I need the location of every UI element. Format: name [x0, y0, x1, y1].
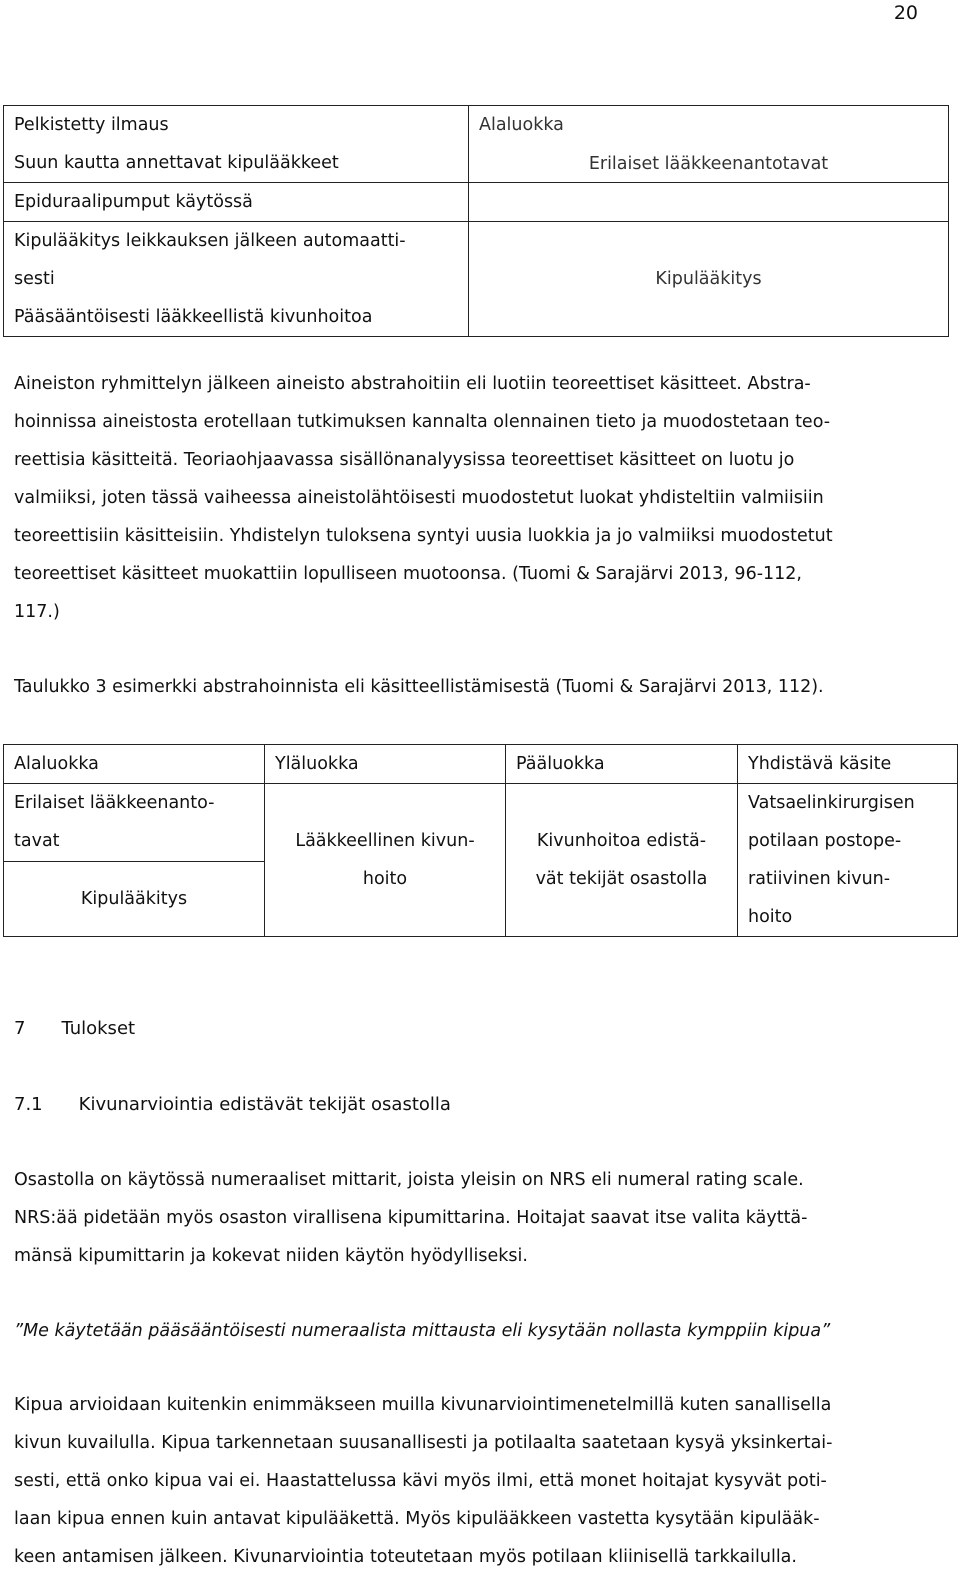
column-header-paaluokka: Pääluokka: [506, 745, 738, 784]
text-line: reettisia käsitteitä. Teoriaohjaavassa sisällönanalyysissa teoreettiset käsitteet on luotu jo: [14, 450, 795, 470]
cell-line: Kipulääkitys: [80, 888, 188, 909]
cell-line: hoito: [748, 907, 793, 927]
table2-cell-ylaluokka: [265, 784, 506, 937]
cell-line: Lääkkeellinen kivun-: [295, 831, 475, 851]
table1-value: Kipulääkitys: [655, 269, 762, 289]
column-header-yhdistava: Yhdistävä käsite: [738, 745, 958, 784]
cell-line: potilaan postope-: [748, 831, 902, 851]
text-line: Kipua arvioidaan kuitenkin enimmäkseen muilla kivunarviointimenetelmillä kuten sanallisella: [14, 1395, 832, 1415]
text-line: NRS:ää pidetään myös osaston virallisena kipumittarina. Hoitajat saavat itse valita käyttä-: [14, 1208, 808, 1228]
text-line: Aineiston ryhmittelyn jälkeen aineisto abstrahoitiin eli luotiin teoreettiset käsitteet. Abstra-: [14, 374, 811, 394]
table2-cell-paaluokka: [506, 784, 738, 937]
text-line: 117.): [14, 602, 60, 622]
table2-cell-alaluokka-2: [4, 861, 265, 937]
text-line: teoreettiset käsitteet muokattiin lopulliseen muotoonsa. (Tuomi & Sarajärvi 2013, 96-112,: [14, 564, 802, 584]
table1-value: Erilaiset lääkkeenantotavat: [588, 154, 829, 174]
table1-cell: [4, 183, 469, 222]
cell-line: hoito: [362, 869, 408, 889]
paragraph-abstraction: [14, 365, 944, 631]
paragraph-nrs: [14, 1161, 944, 1275]
section-title: Tulokset: [61, 1018, 136, 1039]
table2-cell-alaluokka-1: [4, 784, 265, 862]
table1-cell: [4, 222, 469, 337]
table1-line: Pääsääntöisesti lääkkeellistä kivunhoitoa: [14, 307, 373, 327]
text-line: laan kipua ennen kuin antavat kipulääkettä. Myös kipulääkkeen vastetta kysytään kipulääk-: [14, 1509, 820, 1529]
column-header-ylaluokka: Yläluokka: [265, 745, 506, 784]
cell-line: tavat: [14, 831, 60, 851]
section-title: Kivunarviointia edistävät tekijät osastolla: [78, 1094, 451, 1115]
text-line: keen antamisen jälkeen. Kivunarviointia toteutetaan myös potilaan kliinisellä tarkkailulla.: [14, 1547, 797, 1567]
table1-cell: [469, 154, 949, 222]
interview-quote: ”Me käytetään pääsääntöisesti numeraalista mittausta eli kysytään nollasta kymppiin kipua”: [14, 1321, 831, 1341]
text-line: kivun kuvailulla. Kipua tarkennetaan suusanallisesti ja potilaalta saatetaan kysyä yksinkertai-: [14, 1433, 833, 1453]
table1-cell: [4, 106, 469, 183]
column-header-alaluokka: Alaluokka: [4, 745, 265, 784]
text-line: mänsä kipumittarin ja kokevat niiden käytön hyödylliseksi.: [14, 1246, 528, 1266]
table1-line: Pelkistetty ilmaus: [14, 115, 169, 135]
table-caption: Taulukko 3 esimerkki abstrahoinnista eli käsitteellistämisestä (Tuomi & Sarajärvi 2013, 112).: [14, 677, 824, 697]
cell-line: Kivunhoitoa edistä-: [536, 831, 707, 851]
section-heading-7-1: [14, 1086, 451, 1124]
text-line: Osastolla on käytössä numeraaliset mittarit, joista yleisin on NRS eli numeral rating scale.: [14, 1170, 804, 1190]
cell-line: Vatsaelinkirurgisen: [748, 793, 915, 813]
cell-line: Erilaiset lääkkeenanto-: [14, 793, 215, 813]
categorization-table: [3, 105, 949, 337]
cell-line: ratiivinen kivun-: [748, 869, 891, 889]
text-line: sesti, että onko kipua vai ei. Haastattelussa kävi myös ilmi, että monet hoitajat kysyvät poti-: [14, 1471, 827, 1491]
table1-line: Suun kautta annettavat kipulääkkeet: [14, 153, 339, 173]
section-heading-7: [14, 1010, 135, 1048]
table1-line: Kipulääkitys leikkauksen jälkeen automaatti-: [14, 231, 406, 251]
text-line: teoreettisiin käsitteisiin. Yhdistelyn tuloksena syntyi uusia luokkia ja jo valmiiksi muodostetut: [14, 526, 833, 546]
text-line: valmiiksi, joten tässä vaiheessa aineistolähtöisesti muodostetut luokat yhdisteltiin valmiisiin: [14, 488, 824, 508]
section-number: 7.1: [14, 1094, 43, 1115]
cell-line: vät tekijät osastolla: [535, 869, 708, 889]
section-number: 7: [14, 1018, 26, 1039]
paragraph-pain-assessment: [14, 1386, 944, 1576]
table2-cell-yhdistava: [738, 784, 958, 937]
page-number: 20: [893, 2, 918, 24]
text-line: hoinnissa aineistosta erotellaan tutkimuksen kannalta olennainen tieto ja muodostetaan teo-: [14, 412, 831, 432]
table1-header-text: Alaluokka: [479, 115, 564, 135]
abstraction-table: [3, 744, 958, 937]
table1-line: sesti: [14, 269, 55, 289]
table1-cell: [469, 222, 949, 337]
table1-line: Epiduraalipumput käytössä: [14, 192, 253, 212]
